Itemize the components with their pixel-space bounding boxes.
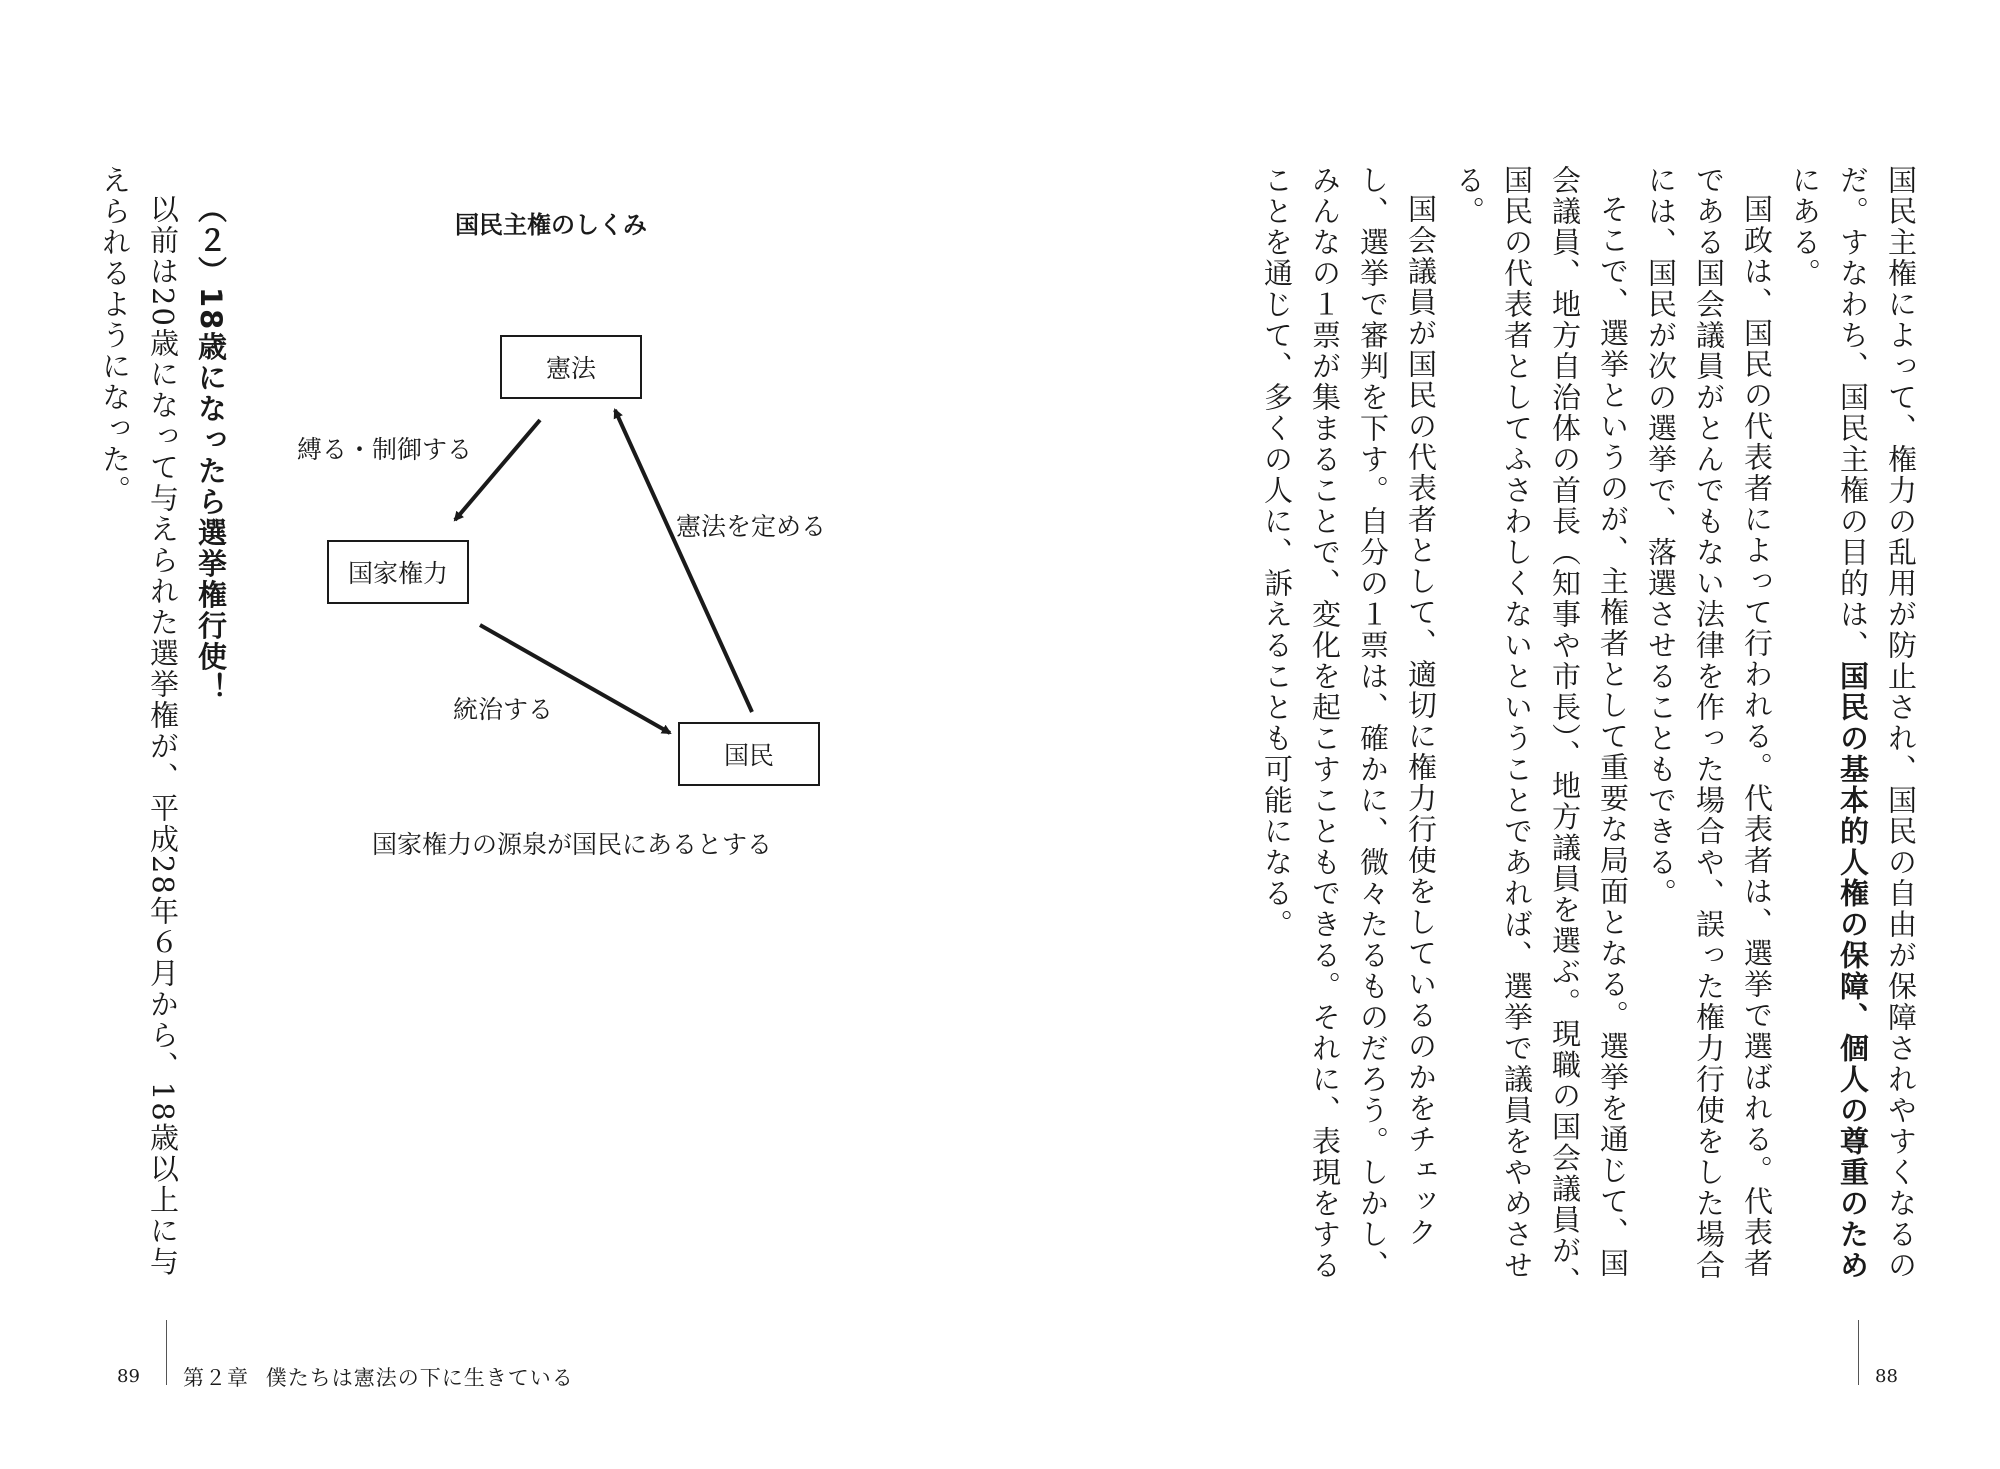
chapter-number: 第２章: [183, 1366, 249, 1390]
paragraph-1: 国民主権によって、権力の乱用が防止され、国民の自由が保障されやすくなるのだ。すなわち、国民主権の目的は、国民の基本的人権の保障、個人の尊重のためにある。: [1788, 165, 1918, 1281]
diagram-title: 国民主権のしくみ: [455, 211, 647, 239]
left-page-number: 89: [117, 1366, 140, 1387]
edge-label-bind: 縛る・制御する: [297, 435, 473, 464]
chapter-title: 僕たちは憲法の下に生きている: [265, 1366, 574, 1390]
left-paragraph: 以前は20歳になって与えられた選挙権が、平成28年６月から、18歳以上に与えられるようになった。: [98, 165, 180, 1278]
node-constitution: 憲法: [500, 335, 642, 399]
right-page-number: 88: [1875, 1366, 1898, 1387]
edge-label-establish: 憲法を定める: [676, 512, 827, 541]
paragraph-2: 国政は、国民の代表者によって行われる。代表者は、選挙で選ばれる。代表者である国会議員がとんでもない法律を作った場合や、誤った権力行使をした場合には、国民が次の選挙で、落選させることもできる。: [1644, 165, 1774, 1281]
diagram-caption: 国家権力の源泉が国民にあるとする: [372, 830, 773, 859]
paragraph-3: そこで、選挙というのが、主権者として重要な局面となる。選挙を通じて、国会議員、地方自治体の首長（知事や市長）、地方議員を選ぶ。現職の国会議員が、国民の代表者としてふさわしくないということであれば、選挙で議員をやめさせる。: [1452, 165, 1630, 1298]
node-people: 国民: [678, 722, 820, 786]
paragraph-4: 国会議員が国民の代表者として、適切に権力行使をしているのかをチェックし、選挙で審判を下す。自分の１票は、確かに、微々たるものだろう。しかし、みんなの１票が集まることで、変化を起こすこともできる。それに、表現をすることを通じて、多くの人に、訴えることも可能になる。: [1260, 165, 1438, 1281]
right-footer-rule: [1858, 1320, 1859, 1385]
node-state-power: 国家権力: [327, 540, 469, 604]
section-heading: （２）18歳になったら選挙権行使！: [194, 194, 228, 704]
left-footer-rule: [166, 1320, 167, 1385]
chapter-footer: [183, 1362, 574, 1392]
arrow-establish: [615, 410, 752, 712]
bold-emphasis: 国民の基本的人権の保障、個人の尊重のため: [1836, 661, 1870, 1281]
edge-label-govern: 統治する: [453, 695, 554, 724]
